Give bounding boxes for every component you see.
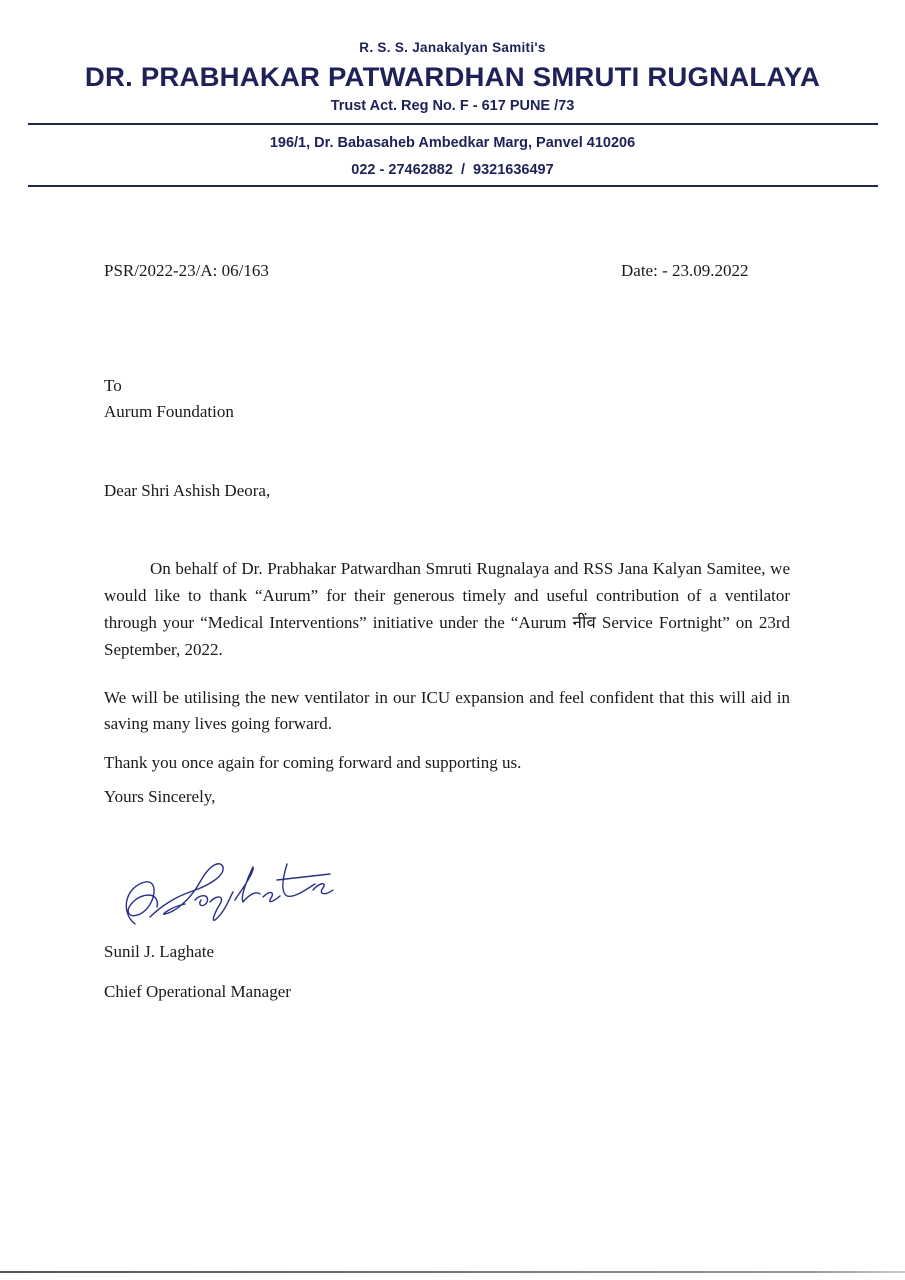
hospital-name: DR. PRABHAKAR PATWARDHAN SMRUTI RUGNALAYA	[84, 62, 821, 92]
signature-icon	[115, 852, 345, 932]
closing: Yours Sincerely,	[104, 787, 216, 806]
reference-number: PSR/2022-23/A: 06/163	[104, 261, 269, 280]
body-paragraph-closing-thanks: Thank you once again for coming forward and supporting us.	[104, 753, 522, 772]
hospital-phone: 022 - 27462882 / 9321636497	[351, 162, 554, 178]
recipient-label: To	[104, 376, 122, 395]
salutation: Dear Shri Ashish Deora,	[104, 481, 271, 500]
recipient-organization: Aurum Foundation	[104, 402, 234, 421]
signer-name: Sunil J. Laghate	[104, 942, 215, 961]
signer-title: Chief Operational Manager	[104, 982, 291, 1001]
trust-registration: Trust Act. Reg No. F - 617 PUNE /73	[330, 98, 575, 114]
samiti-name: R. S. S. Janakalyan Samiti's	[359, 40, 546, 55]
hospital-address: 196/1, Dr. Babasaheb Ambedkar Marg, Panvel 410206	[269, 135, 636, 151]
letterhead-divider-bottom	[28, 185, 878, 187]
letter-date: Date: - 23.09.2022	[621, 261, 749, 280]
letterhead-divider-top	[28, 123, 878, 125]
body-paragraph-thanks: On behalf of Dr. Prabhakar Patwardhan Smruti Rugnalaya and RSS Jana Kalyan Samitee, we would like to thank “Aurum” for their generous timely and useful contribution of a ventilator through your “Medical Interventions” initiative under the “Aurum नींव Service Fortnight” on 23rd September, 2022.	[104, 559, 790, 659]
page-bottom-rule	[0, 1271, 905, 1273]
body-paragraph-usage: We will be utilising the new ventilator in our ICU expansion and feel confident that this will aid in saving many lives going forward.	[104, 688, 790, 733]
